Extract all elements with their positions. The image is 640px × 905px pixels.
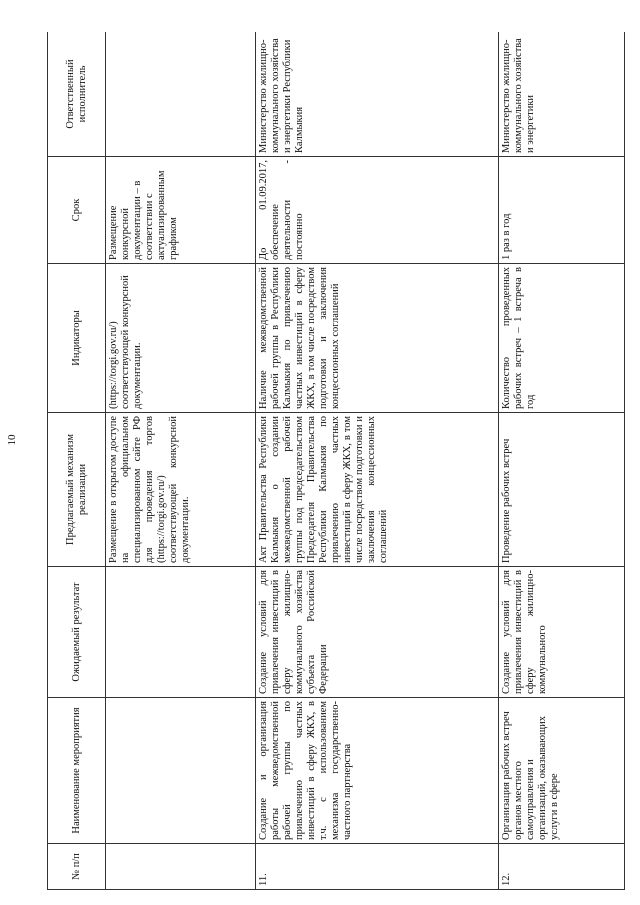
- cell-result: [106, 567, 256, 698]
- header-result: Ожидаемый результат: [48, 567, 106, 698]
- activities-table: [47, 32, 625, 890]
- cell-num: 12.: [499, 844, 625, 890]
- cell-deadline: 1 раз в год: [499, 157, 625, 264]
- cell-indicators: Количество проведенных рабочих встреч – 1 встреча в год: [499, 264, 625, 413]
- cell-responsible: Министерство жилищно-коммунального хозяйства и энергетики Республики Калмыкия: [256, 32, 499, 157]
- page-number: 10: [6, 434, 18, 446]
- cell-mechanism: Акт Правительства Республики Калмыкия о создании межведомственной рабочей группы под председательством Председателя Правительства Республики Калмыкия по привлечению частных инвестиций в сферу ЖКХ, в том числе посредством подготовки и заключения концессионных соглашений: [256, 413, 499, 567]
- cell-responsible: [106, 32, 256, 157]
- header-deadline: Срок: [48, 157, 106, 264]
- cell-responsible: Министерство жилищно-коммунального хозяйства и энергетики: [499, 32, 625, 157]
- cell-result: Создание условий для привлечения инвестиций в сферу жилищно-коммунального хозяйства субъекта Российской Федерации: [256, 567, 499, 698]
- rotated-page-content: [47, 32, 625, 890]
- table-header-row: [48, 32, 106, 890]
- cell-mechanism: Проведение рабочих встреч: [499, 413, 625, 567]
- table-row: [106, 32, 256, 890]
- header-name: Наименование мероприятия: [48, 698, 106, 844]
- cell-indicators: (https://torgi.gov.ru/) соответствующей конкурсной документации.: [106, 264, 256, 413]
- table-row: [256, 32, 499, 890]
- cell-name: Создание и организация работы межведомственной рабочей группы по привлечению частных инвестиций в сферу ЖКХ, в т.ч. с использованием механизма государственно-частного партнерства: [256, 698, 499, 844]
- cell-deadline: До 01.09.2017, обеспечение деятельности - постоянно: [256, 157, 499, 264]
- cell-mechanism: Размещение в открытом доступе на официальном специализированном сайте РФ для проведения торгов (https://torgi.gov.ru/) соответствующей конкурсной документации.: [106, 413, 256, 567]
- cell-name: Организация рабочих встреч органов местного самоуправления и организаций, оказывающих услуги в сфере: [499, 698, 625, 844]
- cell-indicators: Наличие межведомственной рабочей группы в Республики Калмыкия по привлечению частных инвестиций в сферу ЖКХ, в том числе посредством подготовки и заключения концессионных соглашений: [256, 264, 499, 413]
- cell-deadline: Размещение конкурсной документации – в соответствии с актуализированным графиком: [106, 157, 256, 264]
- header-num: № п/п: [48, 844, 106, 890]
- cell-num: [106, 844, 256, 890]
- header-mechanism: Предлагаемый механизм реализации: [48, 413, 106, 567]
- cell-name: [106, 698, 256, 844]
- document-table-area: [47, 32, 625, 890]
- cell-num: 11.: [256, 844, 499, 890]
- cell-result: Создание условий для привлечения инвестиций в сферу жилищно-коммунального: [499, 567, 625, 698]
- table-row: [499, 32, 625, 890]
- header-indicators: Индикаторы: [48, 264, 106, 413]
- header-responsible: Ответственный исполнитель: [48, 32, 106, 157]
